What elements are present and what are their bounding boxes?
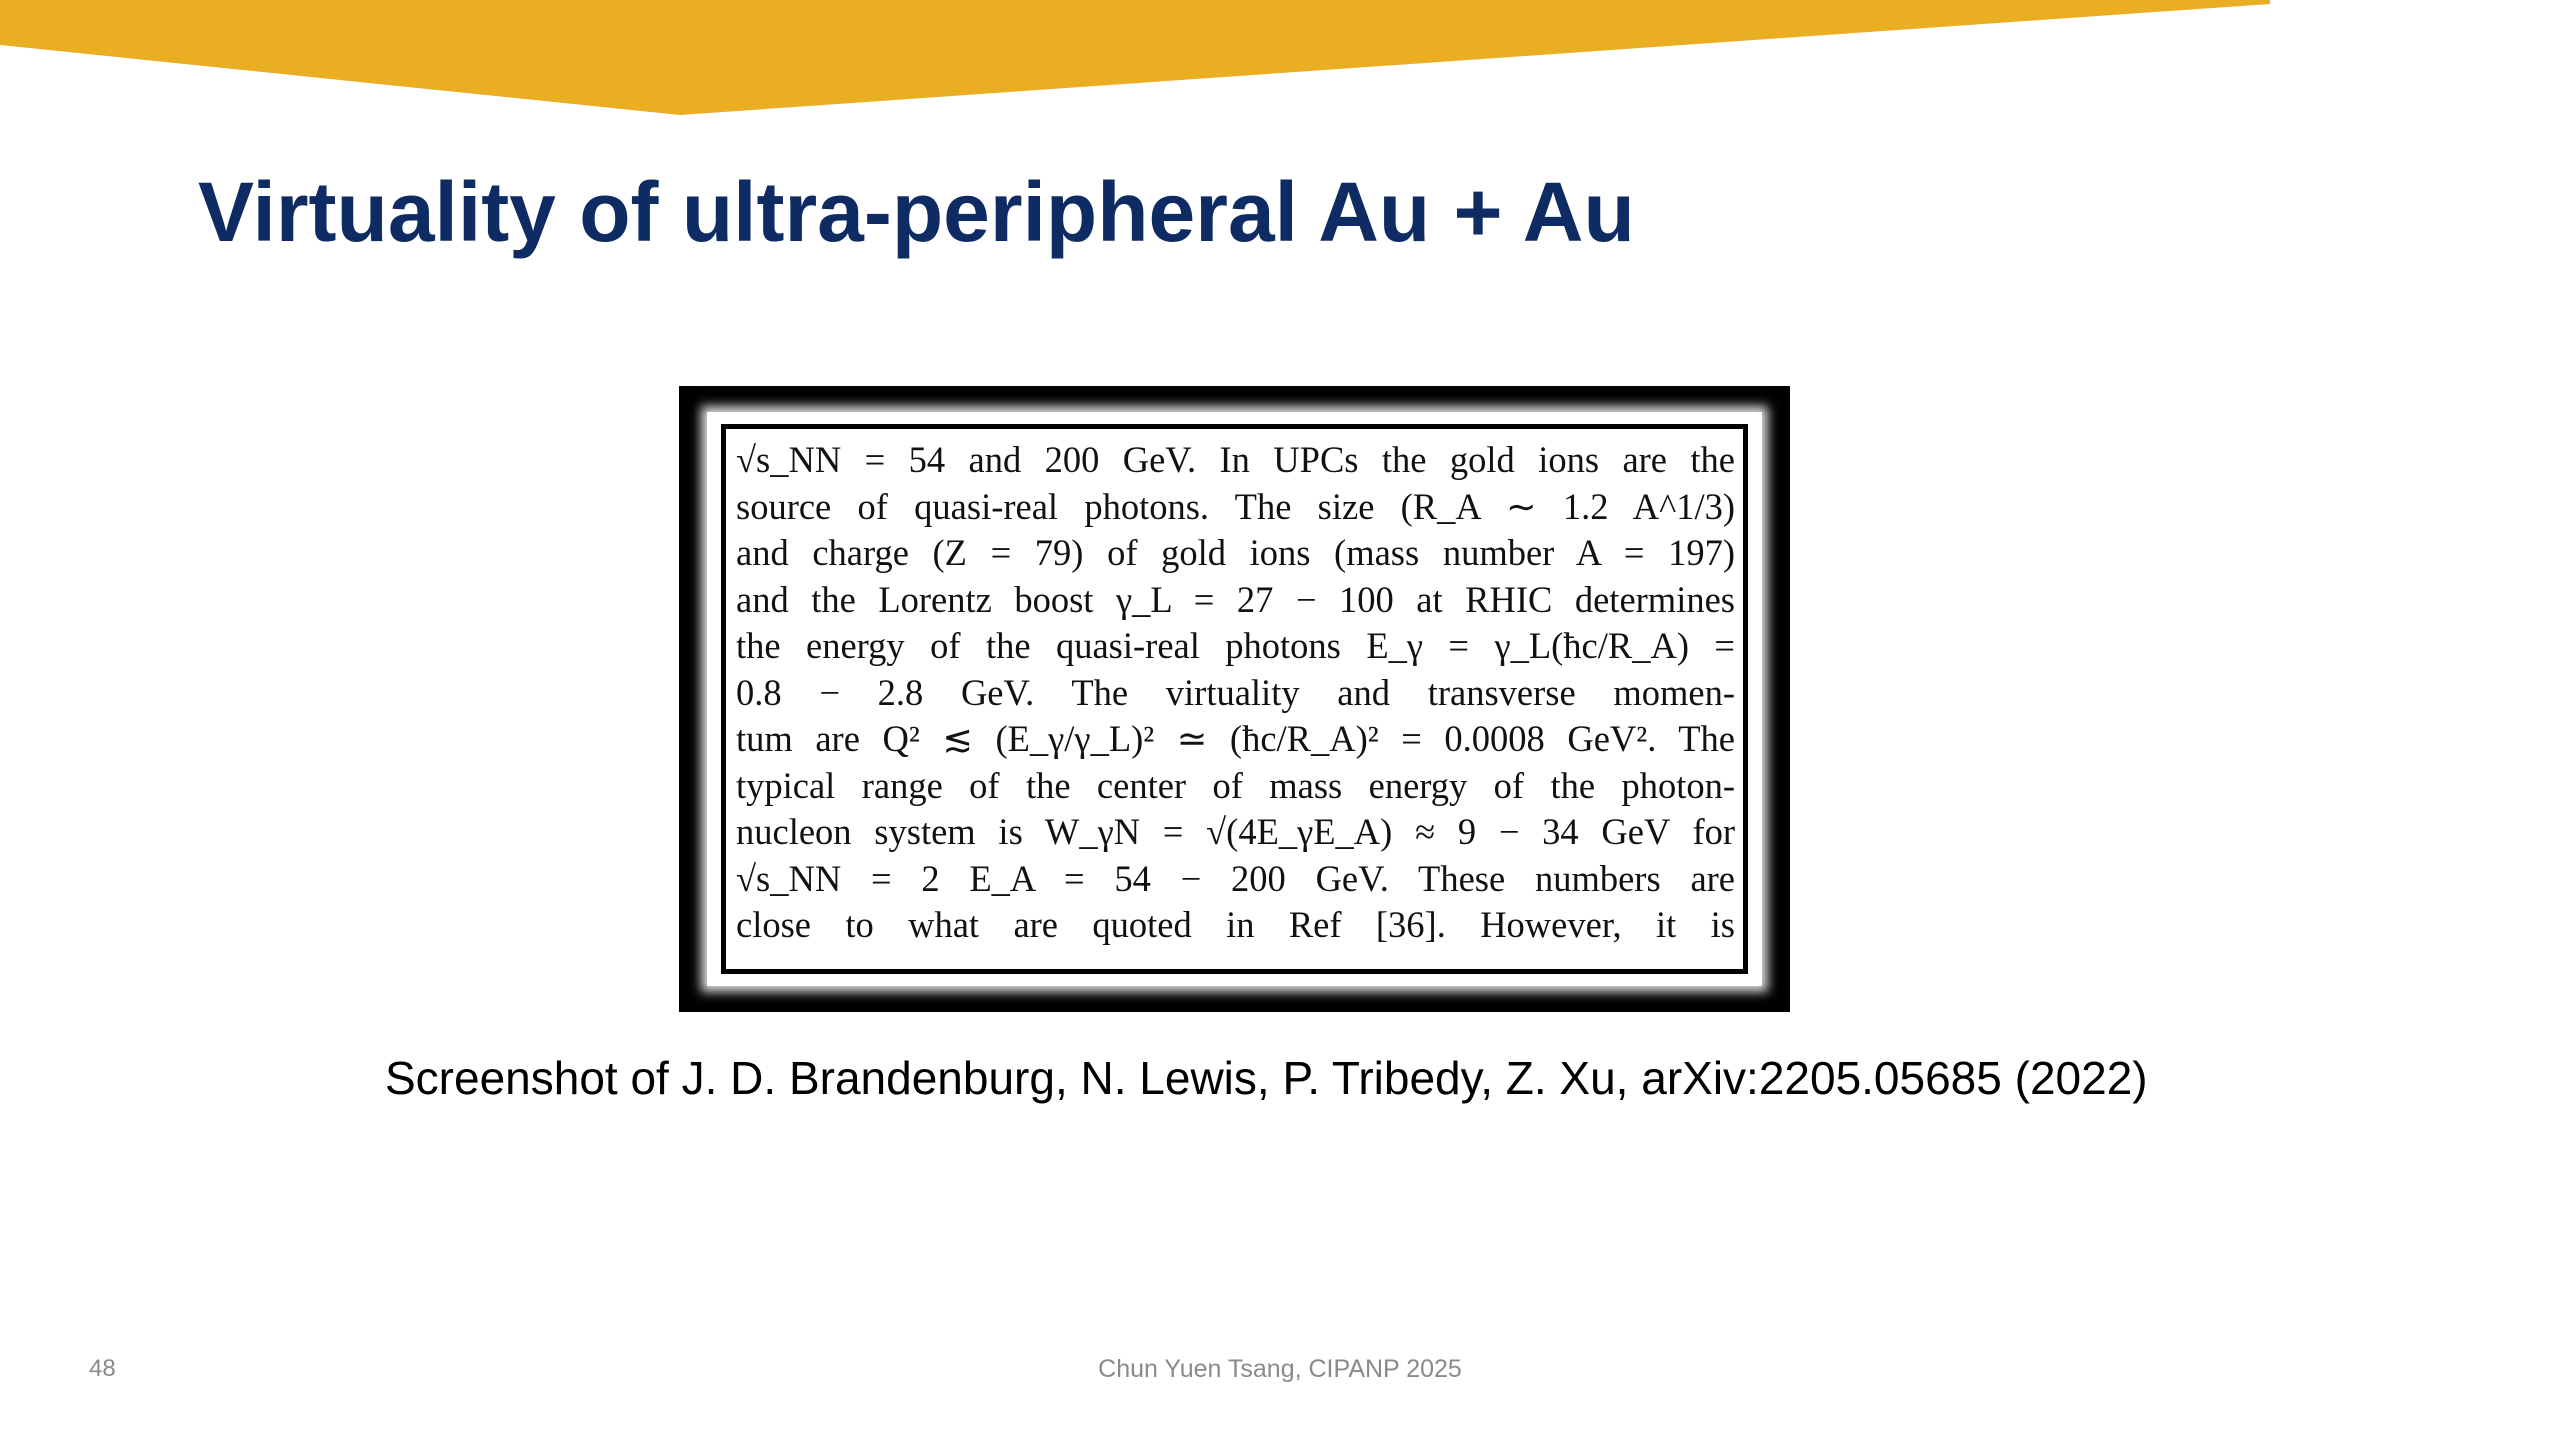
- excerpt-line: √s_NN = 2 E_A = 54 − 200 GeV. These numbers are: [736, 857, 1735, 899]
- excerpt-line: close to what are quoted in Ref [36]. However, it is: [736, 904, 1735, 945]
- excerpt-line: the energy of the quasi-real photons E_γ = γ_L(ħc/R_A) =: [736, 625, 1735, 666]
- excerpt-line: 0.8 − 2.8 GeV. The virtuality and transverse momen-: [736, 671, 1735, 713]
- excerpt-line: tum are Q² ≲ (E_γ/γ_L)² ≃ (ħc/R_A)² = 0.0008 GeV². The: [736, 718, 1735, 759]
- excerpt-line: source of quasi-real photons. The size (R_A ∼ 1.2 A^1/3): [736, 485, 1735, 527]
- screenshot-caption: Screenshot of J. D. Brandenburg, N. Lewis, P. Tribedy, Z. Xu, arXiv:2205.05685 (2022): [385, 1052, 2148, 1104]
- page-number: 48: [89, 1355, 116, 1382]
- excerpt-line: nucleon system is W_γN = √(4E_γE_A) ≈ 9 − 34 GeV for: [736, 811, 1735, 852]
- excerpt-line: typical range of the center of mass energy of the photon-: [736, 764, 1735, 806]
- excerpt-line: and charge (Z = 79) of gold ions (mass number A = 197): [736, 532, 1735, 573]
- excerpt-line: √s_NN = 54 and 200 GeV. In UPCs the gold ions are the: [736, 439, 1735, 480]
- paper-excerpt-screenshot: [679, 386, 1790, 1012]
- excerpt-paragraph: [736, 437, 1735, 949]
- excerpt-glow-border: [707, 412, 1762, 986]
- slide-title: Virtuality of ultra-peripheral Au + Au: [198, 165, 1635, 259]
- banner-accent-shape: [0, 0, 2270, 115]
- excerpt-text-box: [721, 424, 1748, 974]
- slide-header-banner: [0, 0, 2560, 130]
- footer-author-conference: Chun Yuen Tsang, CIPANP 2025: [1098, 1355, 1462, 1383]
- excerpt-line: and the Lorentz boost γ_L = 27 − 100 at RHIC determines: [736, 578, 1735, 620]
